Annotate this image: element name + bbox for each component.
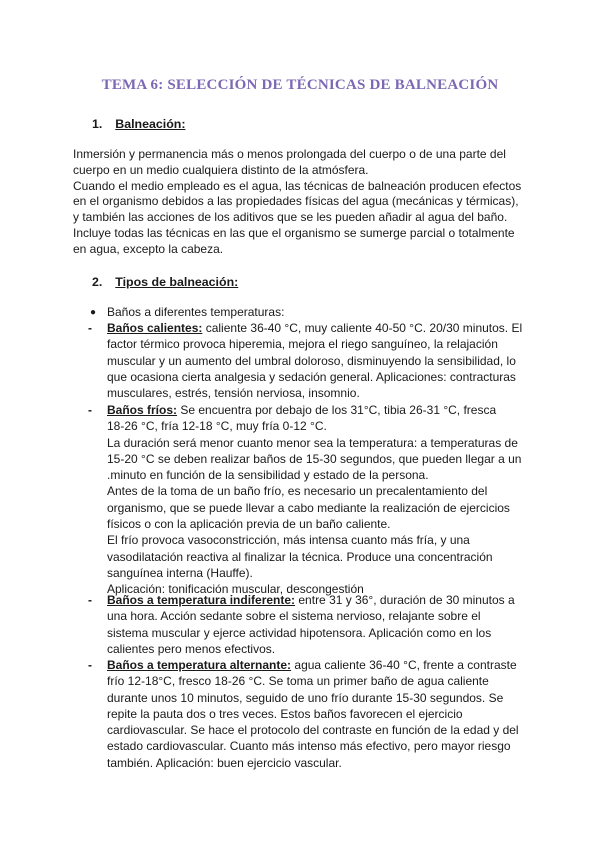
item-line: La duración será menor cuanto menor sea la temperatura: a temperaturas de xyxy=(107,435,518,450)
item-line: frío 12-18°C, fresco 18-26 °C. Se toma un primer baño de agua caliente xyxy=(107,674,489,689)
item-line: durante unos 10 minutos, seguido de uno frío durante 15-30 segundos. Se xyxy=(107,690,504,705)
item-line: Baños a temperatura indiferente: entre 31 y 36°, duración de 30 minutos a xyxy=(107,593,515,607)
item-line: físicos o con la aplicación previa de un baño caliente. xyxy=(107,517,391,532)
item-line: muscular y un aumento del umbral doloroso, disminuyendo la sensibilidad, lo xyxy=(107,353,516,368)
section-2-number: 2. xyxy=(92,275,103,289)
section-2-title: Tipos de balneación: xyxy=(115,275,239,289)
item-line: El frío provoca vasoconstricción, más intensa cuanto más fría, y una xyxy=(107,533,470,548)
bath-type-item xyxy=(88,320,530,401)
bath-type-item xyxy=(88,592,530,657)
item-line: cardiovascular. Se hace el protocolo del contraste en función de la edad y del xyxy=(107,723,519,738)
dash-marker: - xyxy=(88,403,92,417)
section-1-title: Balneación: xyxy=(115,117,186,131)
item-line: una hora. Acción sedante sobre el sistema nervioso, relajante sobre el xyxy=(107,609,481,624)
dash-marker: - xyxy=(88,593,92,607)
bullet-text: Baños a diferentes temperaturas: xyxy=(107,305,285,319)
item-line: repite la pauta dos o tres veces. Estos baños favorecen el ejercicio xyxy=(107,706,463,721)
item-line: Aplicación: tonificación muscular, descongestión xyxy=(107,582,364,597)
section-1-number: 1. xyxy=(92,117,103,131)
bath-type-heading: Baños fríos: xyxy=(107,403,178,417)
bath-type-heading: Baños calientes: xyxy=(107,321,203,335)
item-line: 15-20 °C se deben realizar baños de 15-30 segundos, que pueden llegar a un xyxy=(107,451,522,466)
bullet-icon: ● xyxy=(90,307,97,318)
item-line: vasodilatación reactiva al finalizar la técnica. Produce una concentración xyxy=(107,549,493,564)
item-line: Baños fríos: Se encuentra por debajo de los 31°C, tibia 26-31 °C, fresca xyxy=(107,403,497,417)
section-1-paragraph: Inmersión y permanencia más o menos prolongada del cuerpo o de una parte del cuerpo en un medio cualquiera distinto de la atmósfera. Cuando el medio empleado es el agua, las técnicas de balneación producen efectos en el organismo debidos a las propiedades físicas del agua (mecánicas y térmicas), y también las acciones de los aditivos que se les pueden añadir al agua del baño. Incluye todas las técnicas en las que el organismo se sumerge parcial o totalmente en agua, excepto la cabeza. xyxy=(73,147,522,256)
item-line: Baños calientes: caliente 36-40 °C, muy caliente 40-50 °C. 20/30 minutos. El xyxy=(107,321,523,335)
item-line: calientes pero menos efectivos. xyxy=(107,641,276,656)
dash-marker: - xyxy=(88,321,92,335)
bath-type-item xyxy=(88,402,530,598)
item-line: Baños a temperatura alternante: agua caliente 36-40 °C, frente a contraste xyxy=(107,658,517,672)
section-2-heading xyxy=(92,274,238,290)
item-line: estado cardiovascular. Cuanto más intenso más efectivo, pero mayor riesgo xyxy=(107,739,511,754)
item-line: que ocasiona cierta analgesia y sedación general. Aplicaciones: contracturas xyxy=(107,369,516,384)
item-line: sanguínea interna (Hauffe). xyxy=(107,565,253,580)
item-line: organismo, que se puede llevar a cabo mediante la realización de ejercicios xyxy=(107,500,510,515)
section-1-heading xyxy=(92,116,185,132)
page-title: TEMA 6: SELECCIÓN DE TÉCNICAS DE BALNEACIÓN xyxy=(101,77,499,93)
bath-type-item xyxy=(88,657,530,771)
item-line: 18-26 °C, fría 12-18 °C, muy fría 0-12 °C. xyxy=(107,419,327,434)
item-line: Antes de la toma de un baño frío, es necesario un precalentamiento del xyxy=(107,484,488,499)
bath-type-heading: Baños a temperatura alternante: xyxy=(107,658,292,672)
item-line: .minuto en función de la sensibilidad y estado de la persona. xyxy=(107,468,429,483)
item-line: sistema muscular y ejerce actividad hipotensora. Aplicación como en los xyxy=(107,625,492,640)
item-line: musculares, estrés, tensión nerviosa, insomnio. xyxy=(107,386,360,401)
item-line: también. Aplicación: buen ejercicio vascular. xyxy=(107,755,342,770)
item-line: factor térmico provoca hiperemia, mejora el riego sanguíneo, la relajación xyxy=(107,337,498,352)
bath-type-heading: Baños a temperatura indiferente: xyxy=(107,593,296,607)
dash-marker: - xyxy=(88,658,92,672)
